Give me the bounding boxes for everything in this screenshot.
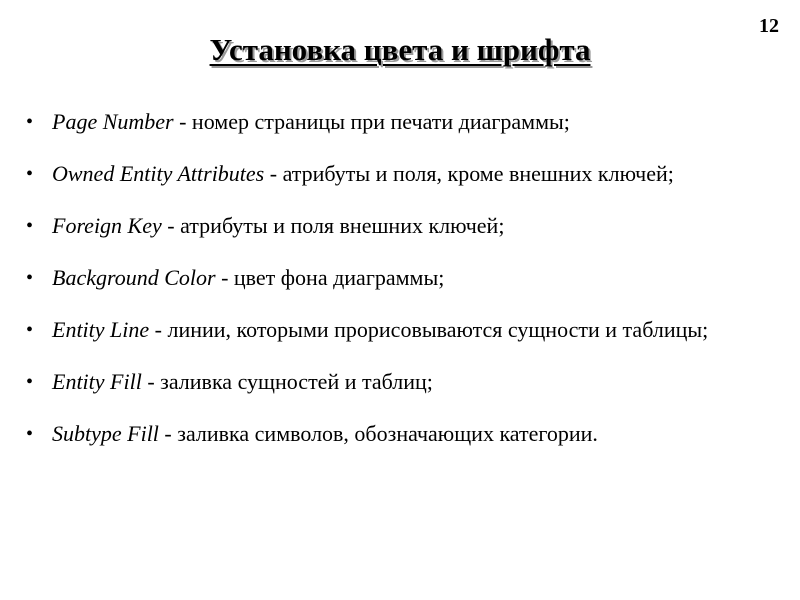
item-description: - линии, которыми прорисовываются сущности и таблицы; <box>149 317 709 342</box>
item-description: - заливка символов, обозначающих категории. <box>158 421 598 446</box>
bullet-icon: • <box>26 319 34 341</box>
bullet-icon: • <box>26 163 34 185</box>
item-term: Subtype Fill <box>52 421 159 446</box>
item-term: Foreign Key <box>52 213 162 238</box>
item-term: Background Color <box>52 265 216 290</box>
list-item <box>26 106 756 138</box>
list-item <box>26 314 756 346</box>
bullet-icon: • <box>26 423 34 445</box>
bullet-icon: • <box>26 111 34 133</box>
list-item <box>26 210 756 242</box>
list-item <box>26 366 756 398</box>
item-description: - атрибуты и поля внешних ключей; <box>161 213 505 238</box>
item-description: - номер страницы при печати диаграммы; <box>173 109 570 134</box>
slide-title-text: Установка цвета и шрифта <box>209 32 591 67</box>
list-item <box>26 262 756 294</box>
item-description: - цвет фона диаграммы; <box>215 265 445 290</box>
item-description: - заливка сущностей и таблиц; <box>141 369 433 394</box>
bullet-icon: • <box>26 215 34 237</box>
bullet-list <box>26 106 756 450</box>
item-term: Owned Entity Attributes <box>52 161 265 186</box>
bullet-icon: • <box>26 267 34 289</box>
bullet-icon: • <box>26 371 34 393</box>
item-description: - атрибуты и поля, кроме внешних ключей; <box>264 161 674 186</box>
item-term: Entity Line <box>52 317 150 342</box>
list-item <box>26 158 756 190</box>
list-item <box>26 418 756 450</box>
item-term: Entity Fill <box>52 369 142 394</box>
item-term: Page Number <box>52 109 174 134</box>
slide-title <box>0 30 800 70</box>
page-number: 12 <box>759 15 779 37</box>
